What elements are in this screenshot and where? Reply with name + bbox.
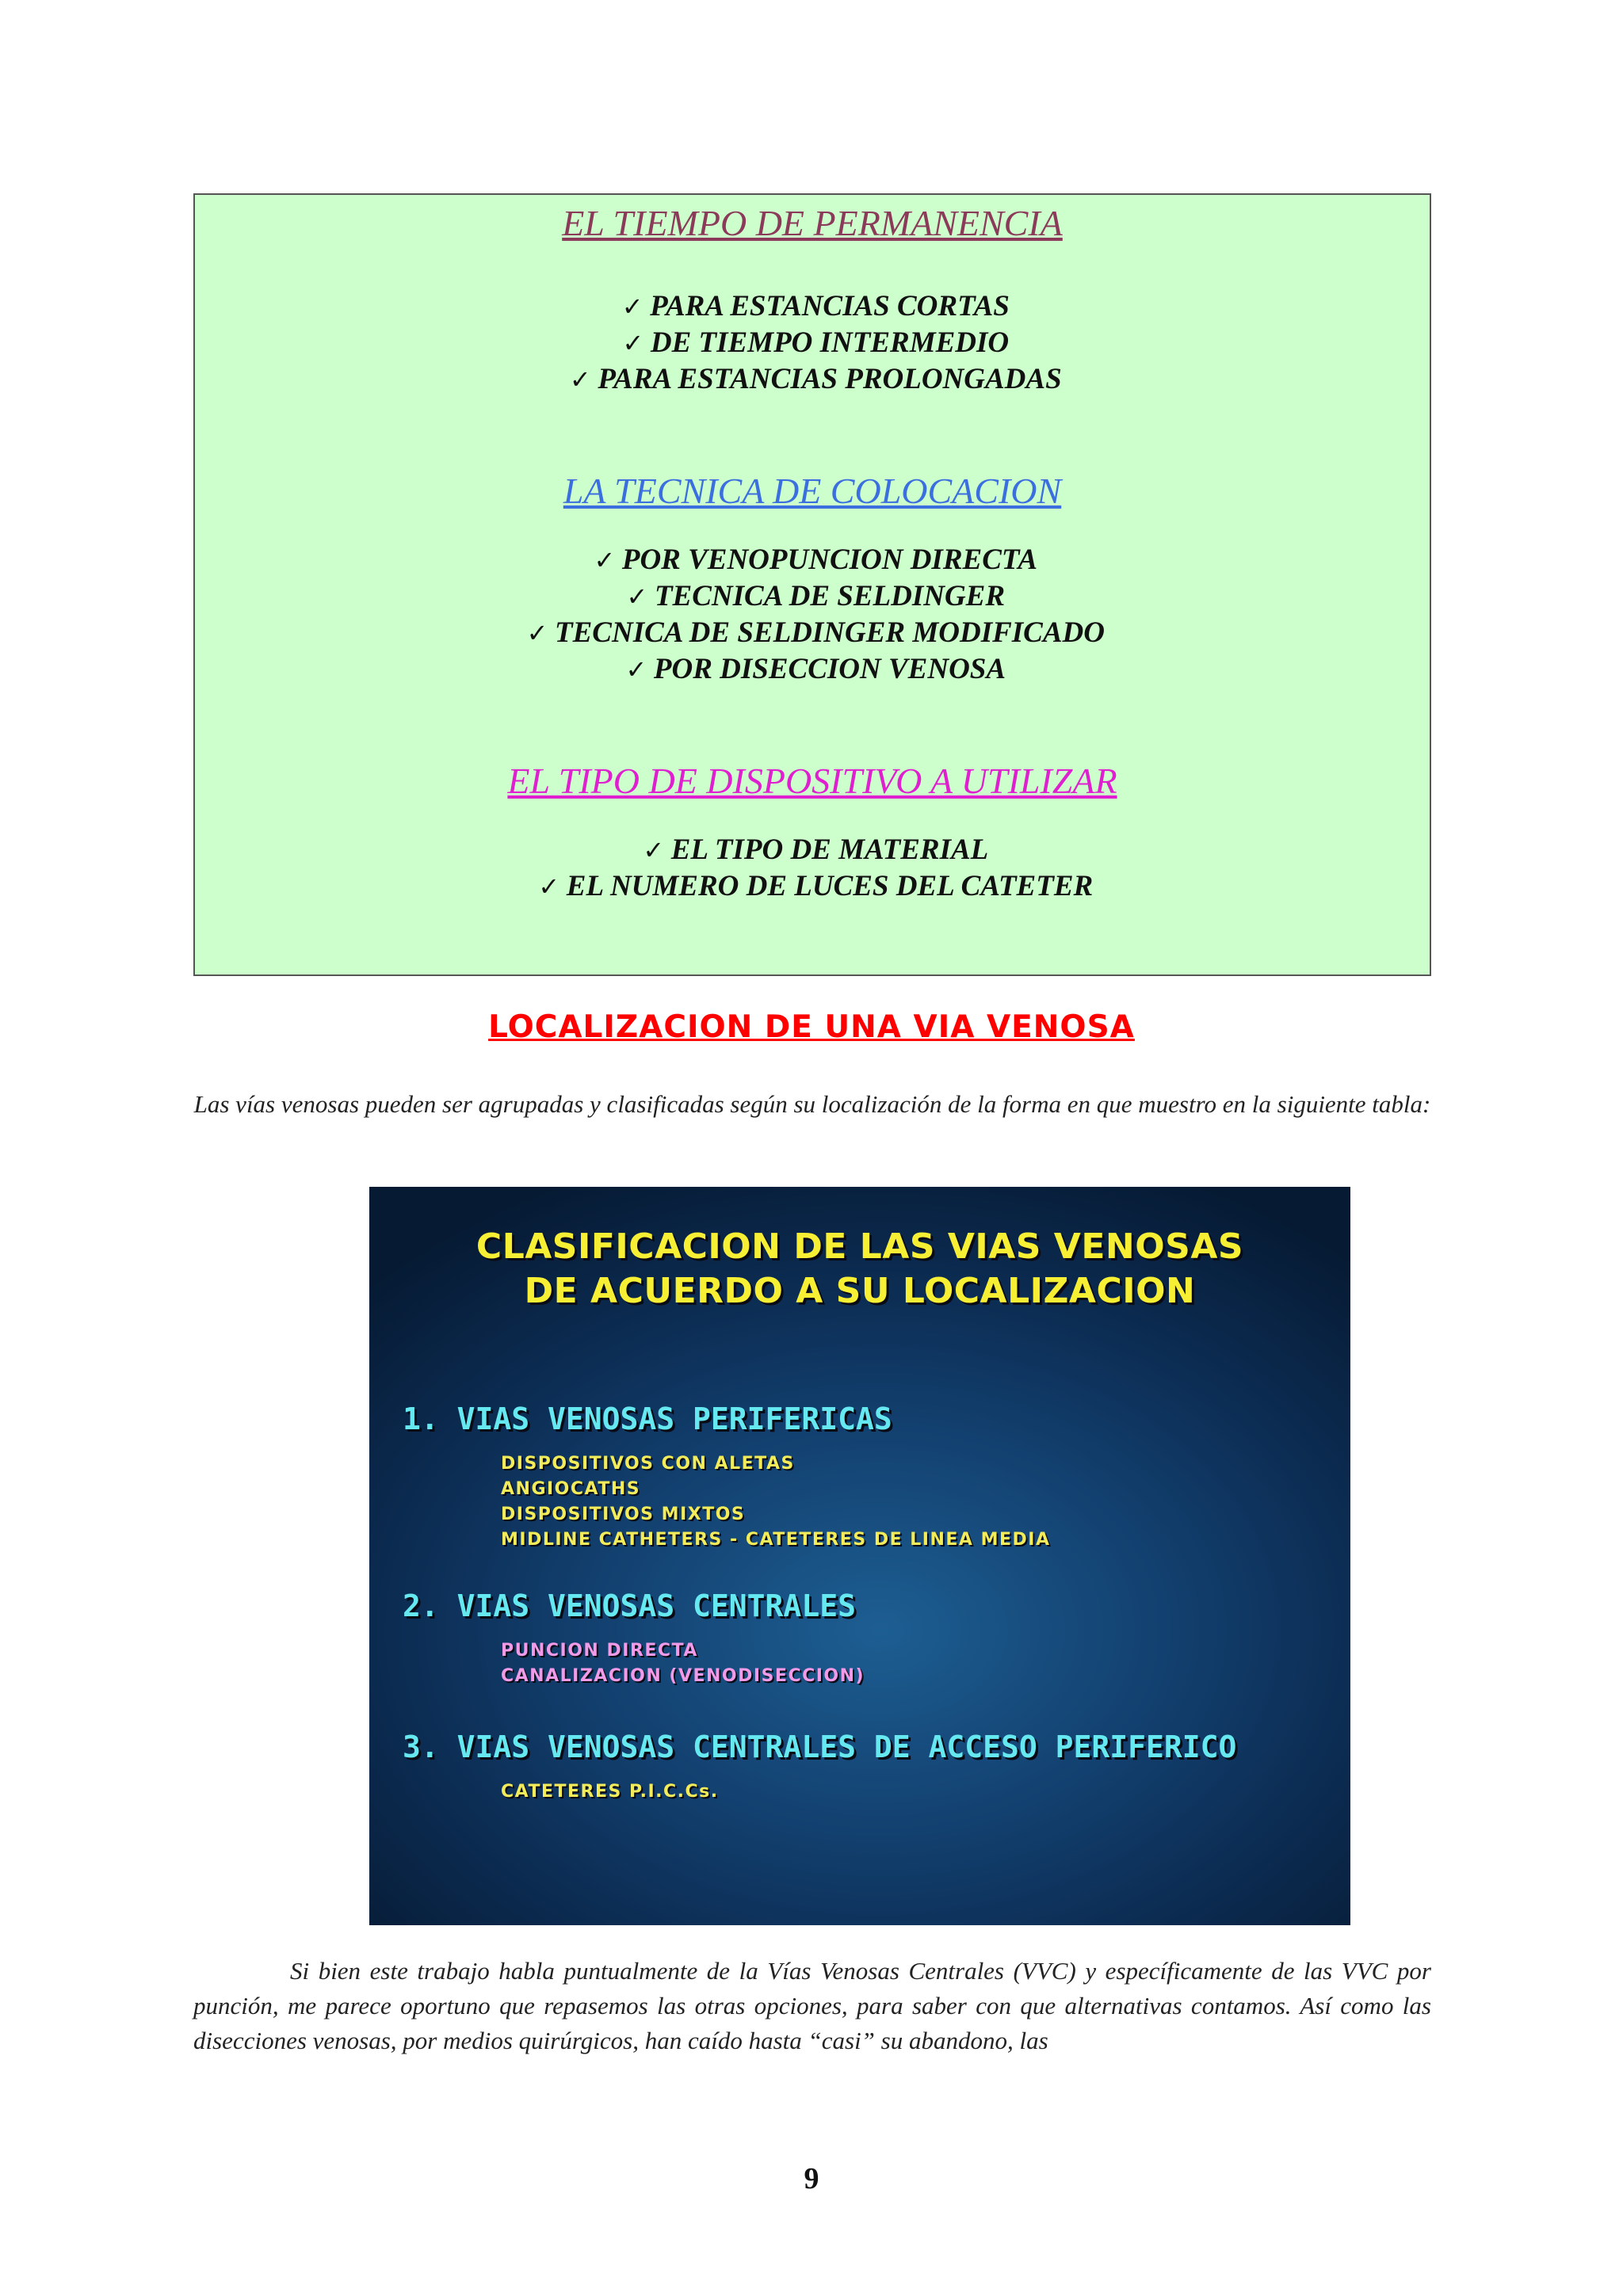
check-icon: ✓ <box>626 582 648 612</box>
list-item: MIDLINE CATHETERS - CATETERES DE LINEA MEDIA <box>501 1530 1051 1550</box>
list-item: ✓ PARA ESTANCIAS CORTAS <box>195 288 1430 325</box>
check-icon: ✓ <box>625 654 647 685</box>
section-heading: LOCALIZACION DE UNA VIA VENOSA <box>488 1009 1135 1045</box>
category-heading-perifericas: 1. VIAS VENOSAS PERIFERICAS <box>403 1402 892 1436</box>
list-item: ✓ DE TIEMPO INTERMEDIO <box>195 325 1430 361</box>
list-item: ✓ EL NUMERO DE LUCES DEL CATETER <box>195 868 1430 905</box>
section-title-tecnica: LA TECNICA DE COLOCACION <box>563 471 1062 511</box>
category-heading-acceso-periferico: 3. VIAS VENOSAS CENTRALES DE ACCESO PERIFERICO <box>403 1730 1237 1764</box>
check-icon: ✓ <box>569 364 591 395</box>
list-item: PUNCION DIRECTA <box>501 1641 698 1661</box>
list-item: CANALIZACION (VENODISECCION) <box>501 1666 865 1686</box>
check-icon: ✓ <box>643 835 665 865</box>
list-item: DISPOSITIVOS MIXTOS <box>501 1505 746 1524</box>
intro-paragraph: Las vías venosas pueden ser agrupadas y clasificadas según su localización de la forma en que muestro en la siguiente tabla: <box>193 1090 1431 1118</box>
list-item: ✓ EL TIPO DE MATERIAL <box>195 832 1430 868</box>
section-title-dispositivo: EL TIPO DE DISPOSITIVO A UTILIZAR <box>507 761 1117 801</box>
check-icon: ✓ <box>622 328 644 358</box>
slide-title-line: CLASIFICACION DE LAS VIAS VENOSAS <box>475 1226 1244 1267</box>
category-heading-centrales: 2. VIAS VENOSAS CENTRALES <box>403 1589 856 1623</box>
tecnica-list <box>195 542 1430 688</box>
list-item: ✓ PARA ESTANCIAS PROLONGADAS <box>195 361 1430 398</box>
criteria-box <box>193 193 1431 976</box>
dispositivo-list <box>195 832 1430 905</box>
check-icon: ✓ <box>526 618 548 648</box>
list-item: CATETERES P.I.C.Cs. <box>501 1782 719 1802</box>
acceso-periferico-items <box>501 1779 719 1805</box>
check-icon: ✓ <box>538 871 560 902</box>
list-item: DISPOSITIVOS CON ALETAS <box>501 1454 795 1474</box>
list-item: ✓ POR DISECCION VENOSA <box>195 651 1430 688</box>
centrales-items <box>501 1638 865 1689</box>
list-item: ✓ TECNICA DE SELDINGER <box>195 578 1430 615</box>
slide-title <box>369 1225 1350 1314</box>
perifericas-items <box>501 1451 1051 1553</box>
check-icon: ✓ <box>621 292 643 322</box>
body-paragraph: Si bien este trabajo habla puntualmente de la Vías Venosas Centrales (VVC) y específicamente de las VVC por punción, me parece oportuno que repasemos las otras opciones, para saber con que alternativas contamos. Así como las disecciones venosas, por medios quirúrgicos, han caído hasta “casi” su abandono, las <box>193 1957 1431 2054</box>
list-item: ANGIOCATHS <box>501 1479 641 1499</box>
slide-title-line: DE ACUERDO A SU LOCALIZACION <box>524 1271 1196 1311</box>
page-number: 9 <box>804 2162 819 2195</box>
classification-slide <box>369 1187 1350 1925</box>
section-title-permanencia: EL TIEMPO DE PERMANENCIA <box>562 203 1063 243</box>
permanencia-list <box>195 288 1430 398</box>
list-item: ✓ POR VENOPUNCION DIRECTA <box>195 542 1430 578</box>
check-icon: ✓ <box>594 545 616 575</box>
list-item: ✓ TECNICA DE SELDINGER MODIFICADO <box>195 615 1430 651</box>
